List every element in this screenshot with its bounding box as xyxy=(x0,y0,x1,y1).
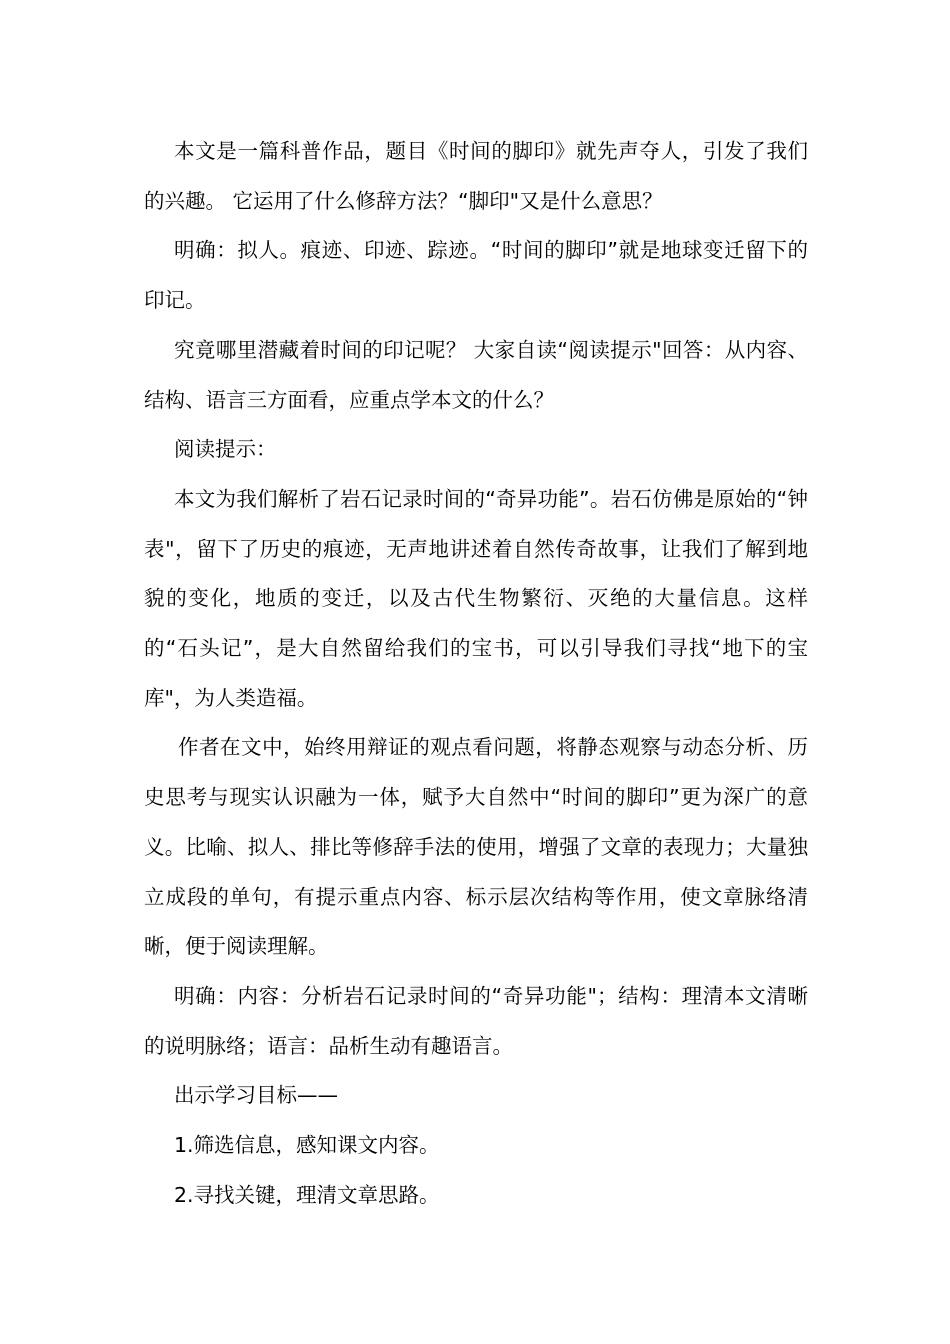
paragraph-reading-tips-rocks: 本文为我们解析了岩石记录时间的“奇异功能”。岩石仿佛是原始的“钟表"，留下了历史的痕迹，无声地讲述着自然传奇故事，让我们了解到地貌的变化，地质的变迁，以及古代生物繁衍、灭绝的大量信息。这样的“石头记”，是大自然留给我们的宝书，可以引导我们寻找“地下的宝库"，为人类造福。 xyxy=(144,486,808,710)
paragraph-reading-tips-author: 作者在文中，始终用辩证的观点看问题，将静态观察与动态分析、历史思考与现实认识融为一体，赋予大自然中“时间的脚印”更为深广的意义。比喻、拟人、排比等修辞手法的使用，增强了文章的表现力；大量独立成段的单句，有提示重点内容、标示层次结构等作用，使文章脉络清晰，便于阅读理解。 xyxy=(144,735,808,959)
paragraph-title-question: 本文是一篇科普作品，题目《时间的脚印》就先声夺人，引发了我们的兴趣。 它运用了什么修辞方法？“脚印"又是什么意思？ xyxy=(144,139,808,213)
paragraph-objective-1: 1.筛选信息，感知课文内容。 xyxy=(174,1133,440,1158)
paragraph-reading-question: 究竟哪里潜藏着时间的印记呢？ 大家自读“阅读提示"回答：从内容、结构、语言三方面看，应重点学本文的什么？ xyxy=(144,337,808,412)
paragraph-answer-personification: 明确：拟人。痕迹、印迹、踪迹。“时间的脚印”就是地球变迁留下的印记。 xyxy=(144,238,808,313)
paragraph-answer-focus: 明确：内容：分析岩石记录时间的“奇异功能"；结构：理清本文清晰的说明脉络；语言：品析生动有趣语言。 xyxy=(144,983,808,1058)
paragraph-objective-2: 2.寻找关键，理清文章思路。 xyxy=(174,1182,440,1207)
paragraph-objectives-heading: 出示学习目标—— xyxy=(174,1083,338,1108)
paragraph-reading-tips-heading: 阅读提示： xyxy=(174,437,277,462)
document-page xyxy=(144,127,808,1220)
